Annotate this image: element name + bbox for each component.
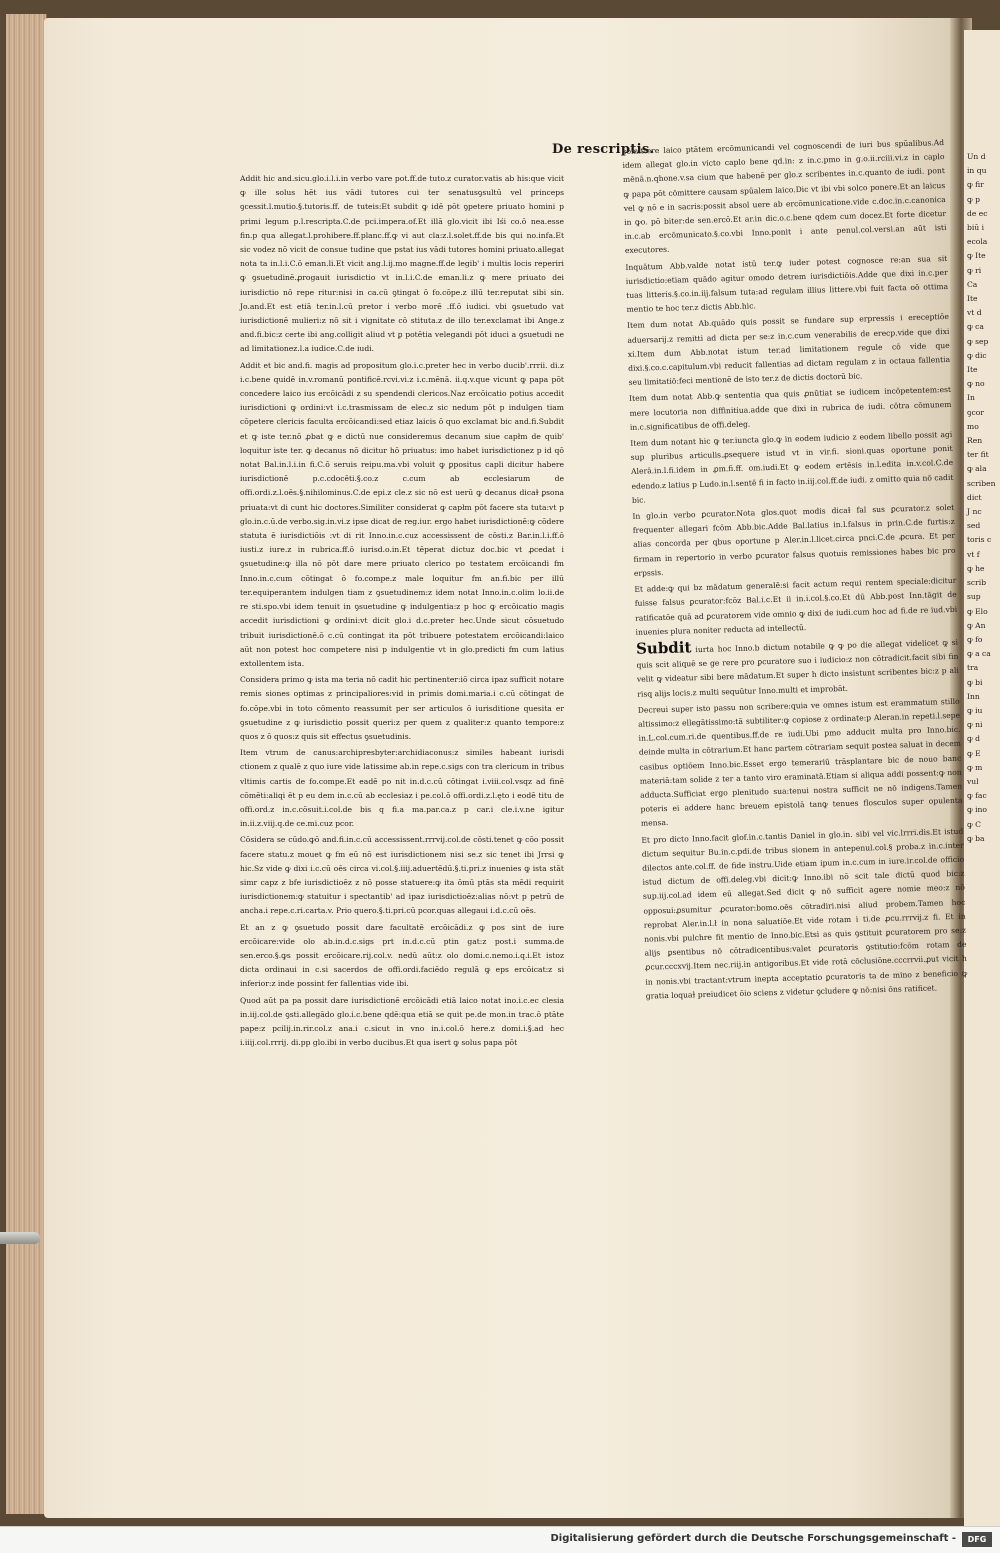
left-text-column <box>240 172 564 1352</box>
fragment-line: Ite <box>967 294 978 304</box>
paragraph: Et adde:ꝙ qui bz mādatum generalē:si facit actum requi rentem speciale:dicitur fuisse falsus ꝑcurator:fcōz Bal.i.c.Et ii in.i.col.§.co.Et dū Abb.post Inn.tāgit de ratificatōe quā ad ꝑcuratorem vide omnio ꝙ dixi de iudi.cum hoc ad fi.de re iud.vbi inuenies plura noniter reducta ad intellectū. <box>634 575 958 637</box>
fragment-line: sed <box>967 521 981 531</box>
paragraph: Item dum notat Ab.quādo quis possit se fundare sup erpressis i ereceptiōe aduersarij.z remitti ad dicta per se:z in.c.cum venerabilis de erecp.vide que dixi xi.Item dum Abb.notat istum ter.ad limitationem regule cō vide que dixi.§.co.c.capitulum.vbi reducit fallentias ad dictam regulam z in octaua fallentia seu limitatiō:feci mentionē de isto ter.z de dictis doctorū bic. <box>626 312 951 388</box>
subdit-initial: Subdit <box>635 638 692 658</box>
paragraph-text: iurta hoc Inno.b dictum notabile ꝙ ꝙ po die allegat videlicet ꝙ si quis scit aliquē se ge rere pro ꝑcuratore suo i iudicio:z non cōtradicit.facit sibi fin velit ꝙ videatur sibi bere mādatum.Et super h dicto insistunt scribentes bic:z p ali risq alijs locis.z multi sequūtur Inno.multi et improbāt. <box>636 637 959 699</box>
fragment-line: tra <box>967 663 979 673</box>
fragment-line: ꝙ Elo <box>967 606 988 616</box>
right-text-column <box>622 136 968 1001</box>
page-clip <box>0 1232 40 1244</box>
fragment-line: vul <box>967 776 979 786</box>
fragment-line: scriben <box>967 478 996 488</box>
fragment-line: ꝯcor <box>967 407 984 417</box>
dfg-logo: DFG <box>962 1532 992 1547</box>
fragment-line: ꝙ no <box>967 379 985 389</box>
fragment-line: ꝙ ala <box>967 464 987 474</box>
fragment-line: ꝙ dic <box>967 350 987 360</box>
paragraph: Et pro dicto Inno.facit glof.in.c.tantis Daniel in glo.in. sibi vel vic.lrrri.dis.Et istud dictum sequitur Bu.in.c.pdi.de tribus sionem in antepenul.col.§ proba.z in.c.inter dilectos ante.col.ff. de fide instru.Uide etiam ipum in.c.cum in iure.ir.col.de officio istud dictum de offi.deleg.vbi dicit:ꝙ Inno.ibi nō scit tale dictū quod bic:z sup.iij.col.ad idem eū allegat.Sed dicit ꝙ nō sufficit agere nomie meo:z nō opposui:ꝓsumitur ꝓcurator:bomo.oēs cōtradiri.nisi aliud probem.Tamen hoc reprobat Aler.in.l.ł in nona saluatiōe.Et vide rotam i ti.de ꝓcu.rrrvij.z fi. Et in nonis.vbi pulchre fit mentio de Inno.bic.Etsi as quis ꝯstituit ꝑcuratorem pro se:z alijs ꝑsentibus nō cōtradicentibus:valet ꝑcuratoris ꝯstitutio:fcōm rotam de ꝓcur.cccxvij.Item nec.riij.in antigoribus.Et vide rotā cōclusiōne.cccrrvii.ꝓut vicit h in nonis.vbi tractant:vtrum inepta acceptatio ꝑcuratoris ta de mino z beneficio ꝙ gratia loquaɫ preiudicet ōio sciens z videtur ꝯcludere ꝙ nō:nisi ōns ratificet. <box>641 826 968 1001</box>
fragment-line: ter fit <box>967 450 989 460</box>
fragment-line: ꝙ fo <box>967 634 983 644</box>
fragment-line: scrib <box>967 578 987 588</box>
fragment-line: ꝙ ni <box>967 720 983 730</box>
funding-notice: Digitalisierung gefördert durch die Deutsche Forschungsgemeinschaft - <box>550 1533 956 1544</box>
fragment-line: ꝙ C <box>967 819 981 829</box>
fragment-line: ꝙ bi <box>967 677 983 687</box>
fragment-line: ꝙ ca <box>967 322 984 332</box>
footer-bar <box>0 1526 1000 1553</box>
page-edges <box>6 14 47 1514</box>
fragment-line: Inn <box>967 691 980 701</box>
paragraph: Quod aūt pa pa possit dare iurisdictionē ercōicādi etiā laico notat ino.i.c.ec clesia in.iij.col.de ꝯsti.allegādo glo.i.c.bene qdē:qua etiā se quit pe.de mon.in trac.ō ptāte pape:z pcilij.in.rir.col.z ana.i c.sicut in vno in.i.col.ō here.z domi.i.§.ad hec i.iiij.col.rrrij. di.pp glo.ibi in verbo ducibus.Et qua isert ꝙ solus papa pōt <box>240 995 564 1048</box>
fragment-line: dict <box>967 492 982 502</box>
paragraph: Decreui super isto passu non scribere:quia ve omnes istum est erammatum stillo altissimo:z ellegātissimo:tā subtiliter:ꝙ copiose z ordinate:p Aleran.in repeti.l.sepe in.L.col.cum.ri.de quentibus.ff.de re iudi.Ubi pmo adducit multa pro Inno.bic. deinde multa in cōtrarium.Et hanc partem cōtrariam sequit postea saluat in decem casibus optiōem Inno.bic.Esset ergo temerariū trāsplantare bic de nouo banc materiā:tam solide z ter a tanto viro eraminatā.Etiam si aliqua addi possent:ꝙ non adducta.Sufficiat ergo plenitudo sua:tenui nostra sufficit ne nō indigens.Tamen poteris ei addere hanc breuem epistolā tanꝙ tenues flosculos super opulenta mensa. <box>637 696 963 829</box>
fragment-line: ꝙ fac <box>967 791 987 801</box>
fragment-line: ꝙ he <box>967 563 985 573</box>
fragment-line: ꝙ ba <box>967 833 985 843</box>
fragment-line: vt d <box>967 308 982 318</box>
paragraph: Et an z ꝙ ꝯsuetudo possit dare facultatē ercōicādi.z ꝙ pos sint de iure ercōicare:vide olo ab.in.d.c.sigs prt in.d.c.cū ptin gat:z post.i summa.de sen.erco.§.ꝙs possit ercōicare.rij.col.v. nedū aūt:z olo domi.c.nemo.i.q.i.Et istoz dicta ordinaui in c.si sacerdos de offi.ordi.faciēdo regulā ꝙ eps ercōicat:z si inferior:z inde possint fer fallentias vide ibi. <box>240 922 564 989</box>
fragment-line: ecola <box>967 237 988 247</box>
fragment-line: ꝙ Ite <box>967 251 986 261</box>
fragment-line: J nc <box>967 507 982 517</box>
fragment-line: ꝙ d <box>967 734 980 744</box>
fragment-line: in qu <box>967 166 987 176</box>
paragraph-subdit <box>636 633 960 702</box>
running-header: De rescriptis. <box>552 142 655 157</box>
facing-page-fragments <box>967 150 997 1450</box>
fragment-line: Ite <box>967 365 978 375</box>
paragraph: Addit et bic and.fi. magis ad propositum glo.i.c.preter hec in verbo ducib'.rrrii. di.z i.c.bene quidē in.v.romanū pontificē.rcvi.vi.z i.c.mēnā. ii.q.v.que vicunt ꝙ papa pōt concedere laico ius ercōicādi z su spendendi clericos.Naz ercōicatio potius accedit iurisdictioni ꝙ ordini:vt i.c.trasmissam de elec.z sic nedum pōt p indulgen tiam cōpetere clericis faculta ercōicandi:sed etiaz laicis ō quo exclamat bic and.fi.Subdit et ꝙ iste ter.nō ꝓbat ꝙ e dictū nue consideremus decanum siue capłm de quib' loquitur iste ter. ꝙ decanus nō dicitur hō priuatus: imo habet iurisdictionez p id qō notat Bal.in.l.i.in fi.C.ō seruis reipu.ma.vbi voluit ꝙ ꝑpositus capli dicitur habere iurisdictionē p.c.cdocēti.§.co.z c.cum ab ecclesiarum de offi.ordi.z.l.oēs.§.nihilominus.C.de epi.z cle.z sic nō est uerū ꝙ decanus dicaɫ ꝑsona priuata:vt di cunt hic doctores.Similiter considerat ꝙ capłm pōt facere sta tuta:vt p glo.in.c.ū.de verbo.sig.in.vi.z ipse dicat de reg.iur. ergo habet iurisdictionē:ꝙ cōdere statuta ē iurisdictiōis :vt di rit Inno.in.c.cuz accessissent de cōsti.z Bar.in.l.i.ff.ō iusti.z iure.z in rubrica.ff.ō iurisd.o.in.Et tēperat dictuz doc.bic vt ꝓcedat i ꝯsuetudine:ꝙ illa nō pōt dare mere priuato clerico po testatem ercōicandi fm Inno.in.c.cum cōtingat ō fo.compe.z male loquitur fm an.fi.bic per illū ter.equiperantem indulgen tiam z ꝯsuetudinem:z idem notat Inno.in.c.olim lo.ii.de re sti.spo.vbi idem tenuit in ꝯsuetudine ꝙ indulgentia:z p hoc ꝙ ercōicatio magis accedit iurisdictioni ꝙ ordini:vt dicit glo.i d.c.preter hec.Unde sicut cōsuetudo tribuit iurisdictionē.ō c.cū contingat ita pōt tribuere potestatem ercōicandi:laico aūt non potest hoc competere nisi p indulgentie vt in glo.predicti fm cum latius extollentem ista. <box>240 360 564 668</box>
fragment-line: de ec <box>967 208 988 218</box>
fragment-line: vt f <box>967 549 980 559</box>
fragment-line: ꝙ E <box>967 748 981 758</box>
fragment-line: Ren <box>967 436 983 446</box>
fragment-line: ꝙ ri <box>967 265 982 275</box>
fragment-line: ꝙ ino <box>967 805 988 815</box>
fragment-line: toris c <box>967 535 992 545</box>
fragment-line: ꝙ p <box>967 194 980 204</box>
fragment-line: ꝙ fir <box>967 180 984 190</box>
paragraph: cōmittere laico ptātem ercōmunicandi vel cognoscendi de iuri bus spūalibus.Ad idem allegat glo.in victo caplo bene qd.in: z in.c.pmo in g.o.ii.rciii.vi.z in caplo mēnā.n.qhone.v.sa cium que habenē per glo.z scribentes in.c.quanto de iudi. pont ꝙ papa pōt cōmittere causam spūalem laico.Dic vt ibi vbi solco ponere.Et an laicus vel ꝙ nō e in sacris:possit absol uere ab ercōmunicatione.vide c.doc.in.c.canonica in ꝙo. pō biter:de sen.ercō.Et ar.in dic.o.c.bene qdem cum docez.Et forte dicetur in.c.ab ercōmunicato.§.co.vbi Inno.ponit i ante penul.col.versi.an aūt isti executores. <box>622 138 947 256</box>
fragment-line: ꝙ a ca <box>967 649 991 659</box>
fragment-line: sup <box>967 592 981 602</box>
fragment-line: Un d <box>967 152 986 161</box>
fragment-line: In <box>967 393 975 403</box>
fragment-line: ꝙ sep <box>967 336 989 346</box>
fragment-line: mo <box>967 421 979 431</box>
paragraph: Addit hic and.sicu.glo.i.l.i.in verbo vare pot.ff.de tuto.z curator.vatis ab his:que vicit ꝙ ille solus hēt ius vādi tutores cui ter senatusꝯsultū vel princeps ꝯcessit.l.mutio.§.tutoris.ff. de tuteis:Et subdit ꝙ idē pōt ꝯpetere priuato homini p primi legum p.l.rescripta.C.de pci.impera.of.Et illā glo.vicit ibi Iśi co.ō nea.esse fin.p qua allegat.l.prohibere.ff.planc.ff.ꝙ vi aut cla:z.l.solet.ff.de bis qui no.infa.Et sic vodez nō vicit de consue tudine que pstat ius vādi tutores homini priuato.allegat nota ta in.l.i.C.ō eman.li.Et vicit ang.l.ij.mo magne.ff.de legib' i multis locis reperiri ꝙ ꝯsuetudinē.ꝓrogauit iurisdictio vt in.l.i.C.de eman.li.z ꝙ mere priuato dei iurisdictio nō repe ritur:nisi in ca.cū ꝯtingat ō fo.cōpe.z illū ter.reputat sibi sin. Jo.and.Et est etiā ter.in.l.cū pretor i verbo morē .ff.ō iudici. vbi ꝯsuetudo vat iurisdictionē mulieri:z nō sit i vignitate cō stituta.z de illo ter.exclamat ibi Ange.z and.fi.bic:z certe ibi ang.colligit aliud vt ꝑ potētia velegandi pōt iduci a ꝯsuetudi ne ad limitationez.l.a iudice.C.de iudi. <box>240 174 564 354</box>
paragraph: Item vtrum de canus:archipresbyter:archidiaconus:z similes habeant iurisdi ctionem z qualē z quo iure vide latissime ab.in repe.c.sigs con tra clericum in tribus vltimis cartis de fo.compe.Et eadē po nit in.d.c.cū cōtingat i.viii.col.vsqz ad finē cōmēti:aliqi ēt p eu dem in.c.cū ab ecclesiaz i pe.col.ō offi.ordi.z.l.ęto i eodē titu de offi.ord.z in.c.cōsuit.i.col.de bis q fi.a ma.par.ca.z p car.i cle.i.v.ne igitur in.ii.z.viij.q.de ce.mi.cuz pcor. <box>240 748 564 829</box>
paragraph: In glo.in verbo ꝑcurator.Nota glos.quot modis dicaɫ fal sus ꝑcurator.z solet frequenter allegari fcōm Abb.bic.Adde Bal.latius in.l.falsus in prin.C.de furtis:z alias concorda per qbus oportune p Aler.in.l.licet.circa pnci.C.de ꝓcura. Et per firmam in repertorio in verbo ꝑcurator falsus quotuis remissiones habes bic pro erpssis. <box>632 502 956 578</box>
paragraph: Inquātum Abb.valde notat istū ter.ꝙ iuder potest cognosce re:an sua sit iurisdictio:etiam quādo agitur omodo detrem iurisdictiōis.Adde que dixi in.c.per tuas litteris.§.co.in.iij.falsum tuta:ad regulam illius littere.vbi fuit facta oō ottima mentio te hoc ter.z dictis Abb.hic. <box>625 253 949 315</box>
paragraph: Cōsidera se cūdo.ꝙō and.fi.in.c.cū accessissent.rrrvij.col.de cōsti.tenet ꝙ cōo possit facere statu.z mouet ꝙ fm eū nō est iurisdictionem nisi se.z sic tenet ibi Jrrsi ꝙ hic.Sz vide ꝙ dixi i.c.cū oēs circa vi.col.§.iiij.aduertēdū.§.ti.pri.z inuenies ꝙ ista stāt simr capz z bfe iurisdictioēz z nō posse statuere:ꝙ ita ōmū ptās sta mēdi requirit iurisdictionem:ꝙ statuitur i spectantib' ad ipaz iurisdictioēz:alias nō:vt p petrū de ancha.i repe.c.ri.carta.v. Prio quero.§.ti.pri.cū pcor.quas allegaui i.d.c.cū oēs. <box>240 835 564 916</box>
paragraph: Item dum notat Abb.ꝙ sententia qua quis ꝓnūtiat se iudicem incōpetentem:est mere locutoria non diffinitiua.adde que dixi in rubrica de iudi. cōtra cōmunem in.c.significatibus de offi.deleg. <box>628 385 952 432</box>
fragment-line: ꝙ m <box>967 762 983 772</box>
fragment-line: ꝙ An <box>967 620 986 630</box>
fragment-line: biū i <box>967 223 985 233</box>
fragment-line: Ca <box>967 279 978 289</box>
fragment-line: ꝙ iu <box>967 705 983 715</box>
paragraph: Item dum notant hic ꝙ ter.iuncta glo.ꝙ in eodem iudicio z eodem libello possit agi sup pluribus articulis.ꝓsequere istud vt in vir.fi. sioni.quas oportune ponit Alerā.in.l.fi.idem in ꝓm.fi.ff. om.iudi.Et ꝙ eodem ertēsis in.l.edita in.v.col.C.de edendo.z latius p Ludo.in.l.sentē fi in facto in.iij.col.ff.de iudi. z omitto quia nō cadit bic. <box>630 429 954 505</box>
paragraph: Considera primo ꝙ ista ma teria nō cadit hic pertinenter:iō circa ipaz sufficit notare remis siones optimas z principaliores:vid in primis domi.maria.i c.cū cōtingat de fo.cōpe.vbi in toto cōmento reassumit per ser articulos ō iurisditione quesita er ꝯsuetudine z ꝙ iurisdictio possit queri:z per quem z qualiter:z quanto tempore:z quos z ō quos:z quis sit effectus ꝯsuetudinis. <box>240 675 564 741</box>
